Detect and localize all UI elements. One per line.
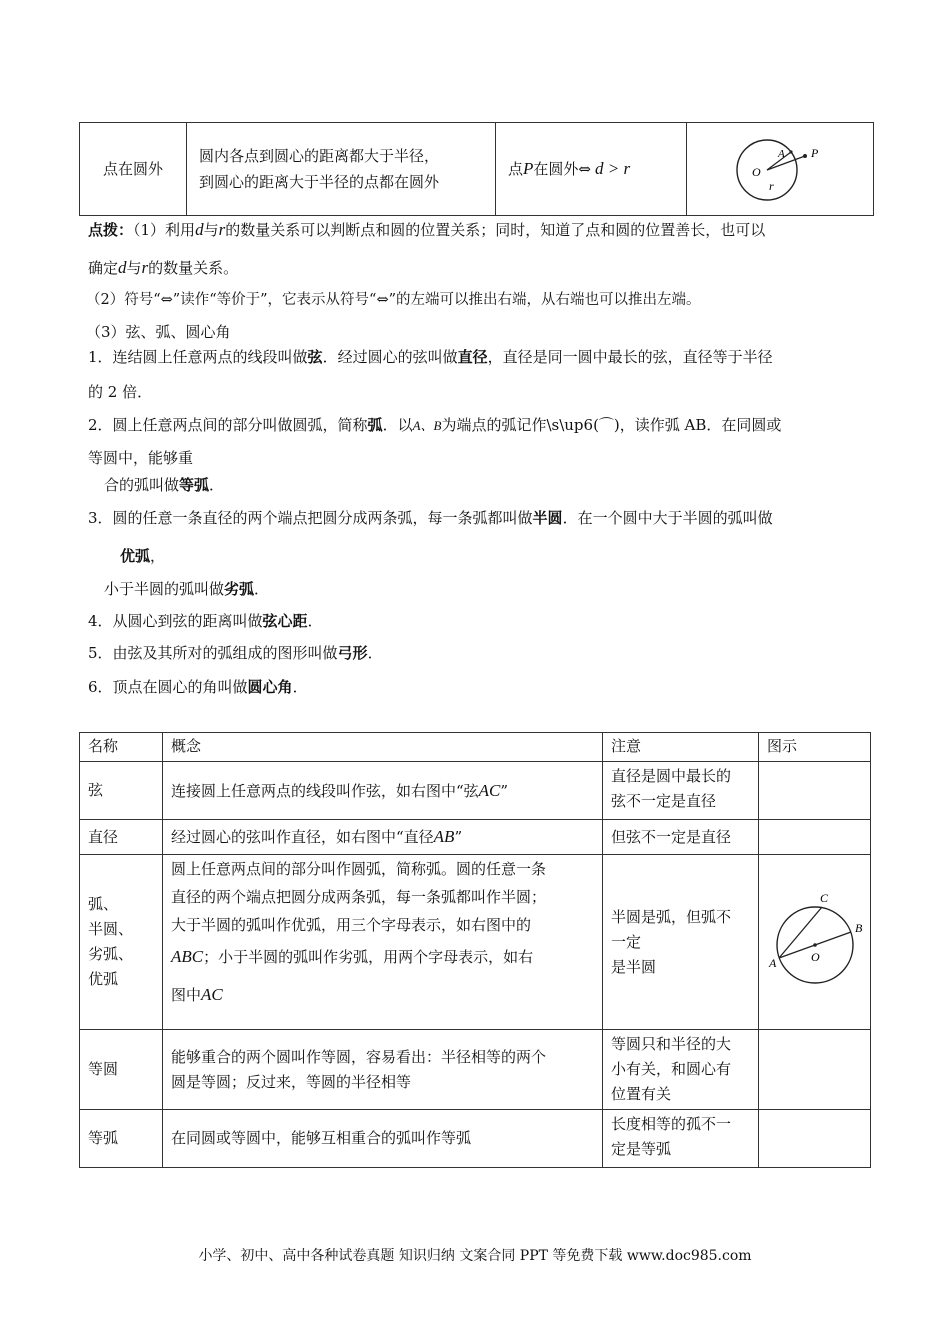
term-chord: 弦 (307, 348, 323, 366)
text-run: ．在一个圆中大于半圆的弧叫做 (562, 509, 773, 527)
var-d: d (118, 258, 127, 277)
text-run: ．以 (382, 416, 413, 434)
text-run: 与 (203, 221, 219, 239)
note-line: 弦不一定是直径 (611, 792, 717, 810)
item-5 (88, 642, 383, 664)
concept-line (171, 939, 594, 975)
circle-arc-figure (760, 887, 870, 997)
circle-point-outside-figure (725, 129, 835, 209)
text-run: 确定 (88, 259, 119, 277)
note-cell (603, 855, 759, 1030)
text-run: 2．圆上任意两点间的部分叫做圆弧，简称 (88, 416, 368, 434)
item-3-line-1 (88, 507, 773, 529)
table-header-row (80, 733, 871, 762)
item-6 (88, 676, 308, 698)
table-row (80, 1030, 871, 1110)
concept-cell (163, 762, 603, 820)
item-2-line-1 (88, 414, 781, 437)
item-1-line-1 (88, 346, 773, 368)
concept-line: 圆上任意两点间的部分叫作圆弧，简称弧。圆的任意一条 (171, 860, 547, 878)
text-run: 的数量关系。 (148, 259, 239, 277)
concept-line: 能够重合的两个圆叫作等圆，容易看出：半径相等的两个 (171, 1047, 547, 1066)
var-r: r (218, 220, 226, 239)
concept-line (171, 975, 594, 1015)
label-b: B (854, 921, 862, 935)
arc-ac: AC (201, 985, 223, 1004)
condition-prefix: 点 (508, 160, 524, 178)
label-o: O (810, 950, 820, 964)
tip-line-1 (88, 219, 765, 241)
concept-line: 圆是等圆；反过来，等圆的半径相等 (171, 1072, 412, 1091)
position-table (79, 122, 874, 216)
description-line: 到圆心的距离大于半径的点都在圆外 (199, 173, 440, 191)
description-cell (187, 123, 496, 216)
text-run: 的数量关系可以判断点和圆的位置关系；同时，知道了点和圆的位置善长，也可以 (225, 221, 766, 239)
text-run: ” (454, 828, 463, 846)
label-cell (80, 123, 187, 216)
text-run: 图中 (171, 986, 202, 1004)
text-run: 合的弧叫做 (104, 476, 180, 494)
item-2-line-3 (104, 474, 224, 496)
text-run: 经过圆心的弦叫作直径，如右图中“直径 (171, 828, 434, 846)
concept-cell: 在同圆或等圆中，能够互相重合的弧叫作等弧 (163, 1110, 603, 1168)
figure-cell (687, 123, 874, 216)
diameter-ab: AB (433, 827, 455, 846)
term-equal-arc: 等弧 (179, 476, 210, 494)
figure-cell (759, 820, 871, 855)
page-footer: 小学、初中、高中各种试卷真题 知识归纳 文案合同 PPT 等免费下载 www.doc985.com (198, 1248, 752, 1264)
concept-cell (163, 1030, 603, 1110)
name-cell: 直径 (80, 820, 163, 855)
note-line: 定是等弧 (611, 1140, 672, 1158)
table-row (80, 855, 871, 1030)
figure-cell (759, 762, 871, 820)
tip-line-3: （2）符号“⇔”读作“等价于”，它表示从符号“⇔”的左端可以推出右端，从右端也可以推出左端。 (86, 292, 701, 308)
text-run: 5．由弦及其所对的弧组成的图形叫做 (88, 644, 338, 662)
text-run: ” (500, 781, 509, 800)
name-line: 劣弧、 (88, 945, 134, 963)
segment-to-p (767, 156, 805, 170)
header-name: 名称 (80, 733, 163, 762)
text-run: 与 (126, 259, 142, 277)
text-run: 连接圆上任意两点的线段叫作弦，如右图中“弦 (171, 781, 479, 800)
note-line: 是半圆 (611, 957, 657, 976)
term-major-arc: 优弧 (120, 547, 151, 565)
tip-line-4: （3）弦、弧、圆心角 (86, 323, 231, 341)
term-semicircle: 半圆 (532, 509, 563, 527)
note-line: 小有关，和圆心有 (611, 1060, 732, 1078)
term-minor-arc: 劣弧 (224, 580, 255, 598)
point-p-dot (803, 154, 807, 158)
tip-heading: 点拨： (88, 221, 134, 239)
text-run: 小于半圆的弧叫做 (104, 580, 225, 598)
term-segment: 弓形 (337, 644, 368, 662)
text-run: 6．顶点在圆心的角叫做 (88, 678, 248, 696)
name-line: 弧、 (88, 895, 119, 913)
tip-line-2 (88, 257, 238, 279)
text-run: ，直径是同一圆中最长的弦，直径等于半径 (487, 348, 773, 366)
condition-cell (496, 123, 687, 216)
description-line: 圆内各点到圆心的距离都大于半径， (199, 147, 440, 165)
point-outside-label: 点在圆外 (102, 160, 163, 178)
text-run: ， (150, 547, 166, 565)
note-cell (603, 1030, 759, 1110)
name-cell (80, 855, 163, 1030)
concept-line: 大于半圆的弧叫作优弧，用三个字母表示，如右图中的 (171, 916, 532, 934)
note-line: 半圆是弧，但弧不 (611, 907, 732, 926)
label-o: O (752, 165, 761, 179)
table-row (80, 123, 874, 216)
arc-abc: ABC (171, 947, 204, 966)
term-chord-distance: 弦心距 (262, 612, 308, 630)
concept-line: 直径的两个端点把圆分成两条弧，每一条弧都叫作半圆； (171, 888, 547, 906)
note-cell: 但弦不一定是直径 (603, 820, 759, 855)
text-run: ． (254, 580, 270, 598)
var-d: d (195, 220, 204, 239)
text-run: ． (367, 644, 383, 662)
item-2-line-2: 等圆中，能够重 (88, 449, 194, 467)
text-run: 4．从圆心到弦的距离叫做 (88, 612, 263, 630)
concept-cell (163, 855, 603, 1030)
label-a: A (768, 956, 776, 970)
name-cell: 等弧 (80, 1110, 163, 1168)
note-line: 等圆只和半径的大 (611, 1035, 732, 1053)
text-run: ；小于半圆的弧叫作劣弧，用两个字母表示，如右 (203, 948, 534, 966)
text-run: 3．圆的任意一条直径的两个端点把圆分成两条弧，每一条弧都叫做 (88, 509, 533, 527)
note-line: 直径是圆中最长的 (611, 767, 732, 785)
text-run: 为端点的弧记作\s\up6(⌒)，读作弧 AB．在同圆或 (441, 416, 782, 434)
term-arc: 弧 (367, 416, 383, 434)
name-line: 半圆、 (88, 920, 134, 938)
header-figure: 图示 (759, 733, 871, 762)
text-run: ． (307, 612, 323, 630)
label-p: P (811, 146, 819, 160)
header-concept: 概念 (163, 733, 603, 762)
points-ab: A、B (412, 418, 442, 433)
note-line: 一定 (611, 932, 642, 951)
label-c: C (819, 891, 828, 905)
figure-cell (759, 855, 871, 1030)
chord-ac: AC (478, 780, 501, 800)
label-r: r (769, 179, 774, 193)
var-r: r (141, 258, 149, 277)
figure-cell (759, 1110, 871, 1168)
term-diameter: 直径 (457, 348, 488, 366)
name-cell: 弦 (80, 762, 163, 820)
text-run: 1．连结圆上任意两点的线段叫做 (88, 348, 308, 366)
item-3-line-2 (120, 545, 165, 567)
note-line: 位置有关 (611, 1085, 672, 1103)
condition-expr: d > r (594, 159, 631, 178)
table-row (80, 762, 871, 820)
concept-table (79, 732, 871, 1168)
point-p: P (523, 159, 534, 178)
name-cell: 等圆 (80, 1030, 163, 1110)
text-run: （1）利用 (133, 221, 196, 239)
table-row (80, 820, 871, 855)
note-line: 长度相等的孤不一 (611, 1115, 732, 1133)
figure-cell (759, 1030, 871, 1110)
label-a: A (778, 148, 785, 160)
condition-middle: 在圆外⇔ (533, 160, 591, 178)
table-row (80, 1110, 871, 1168)
text-run: ．经过圆心的弦叫做 (322, 348, 458, 366)
item-1-line-2: 的 2 倍． (88, 383, 153, 401)
text-run: ． (292, 678, 308, 696)
concept-cell (163, 820, 603, 855)
point-a-dot (789, 150, 792, 153)
name-line: 优弧 (88, 970, 119, 988)
term-central-angle: 圆心角 (247, 678, 293, 696)
center-dot (813, 943, 817, 947)
note-cell (603, 1110, 759, 1168)
item-4 (88, 610, 323, 632)
item-3-line-3 (104, 578, 269, 600)
note-cell (603, 762, 759, 820)
header-note: 注意 (603, 733, 759, 762)
text-run: ． (209, 476, 225, 494)
